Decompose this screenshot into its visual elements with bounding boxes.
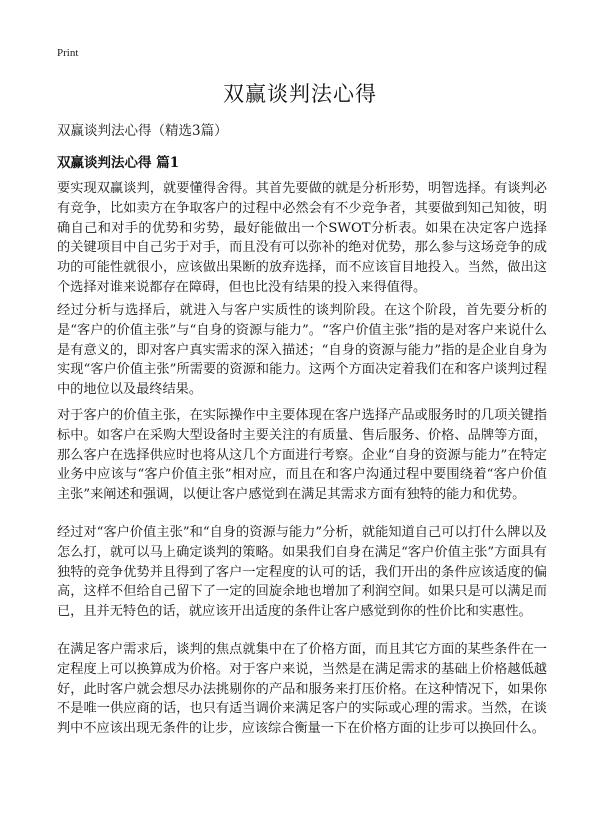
- document-subtitle: 双赢谈判法心得（精选3篇）: [57, 123, 228, 139]
- body-paragraph-4: 经过对“客户价值主张”和“自身的资源与能力”分析，就能知道自己可以打什么牌以及怎么打，就可以马上确定谈判的策略。如果我们自身在满足“客户价值主张”方面具有独特的竞争优势并且得到了客户一定程度的认可的话，我们开出的条件应该适度的偏高，这样不但给自己留下了一定的回旋余地也增加了利润空间。如果只是可以满足而已，且并无特色的话，就应该开出适度的条件让客户感觉到你的性价比和实惠性。: [57, 525, 547, 620]
- body-paragraph-5: 在满足客户需求后，谈判的焦点就集中在了价格方面，而且其它方面的某些条件在一定程度上可以换算成为价格。对于客户来说，当然是在满足需求的基础上价格越低越好，此时客户就会想尽办法挑剔你的产品和服务来打压价格。在这种情况下，如果你不是唯一供应商的话，也只有适当调价来满足客户的实际或心理的需求。当然，在谈判中不应该出现无条件的让步，应该综合衡量一下在价格方面的让步可以换回什么。: [57, 642, 547, 737]
- body-paragraph-1: 要实现双赢谈判，就要懂得舍得。其首先要做的就是分析形势，明智选择。有谈判必有竞争，比如卖方在争取客户的过程中必然会有不少竞争者，其要做到知己知彼，明确自己和对手的优势和劣势，最好能做出一个SWOT分析表。如果在决定客户选择的关键项目中自己劣于对手，而且没有可以弥补的绝对优势，那么参与这场竞争的成功的可能性就很小，应该做出果断的放弃选择，而不应该盲目地投入。当然，做出这个选择对谁来说都存在障碍，但也比没有结果的投入来得值得。: [57, 181, 547, 295]
- body-paragraph-3: 对于客户的价值主张，在实际操作中主要体现在客户选择产品或服务时的几项关键指标中。如客户在采购大型设备时主要关注的有质量、售后服务、价格、品牌等方面，那么客户在选择供应时也将从这几个方面进行考察。企业“自身的资源与能力”在特定业务中应该与“客户价值主张”相对应，而且在和客户沟通过程中要围绕着“客户价值主张”来阐述和强调，以便让客户感觉到在满足其需求方面有独特的能力和优势。: [57, 408, 547, 503]
- page-title: 双赢谈判法心得: [223, 82, 377, 106]
- body-paragraph-2: 经过分析与选择后，就进入与客户实质性的谈判阶段。在这个阶段，首先要分析的是“客户的价值主张”与“自身的资源与能力”。“客户价值主张”指的是对客户来说什么是有意义的，即对客户真实需求的深入描述；“自身的资源与能力”指的是企业自身为实现“客户价值主张”所需要的资源和能力。这两个方面决定着我们在和客户谈判过程中的地位以及最终结果。: [57, 303, 547, 398]
- section-heading: 双赢谈判法心得 篇1: [57, 155, 180, 171]
- print-link[interactable]: Print: [57, 47, 79, 59]
